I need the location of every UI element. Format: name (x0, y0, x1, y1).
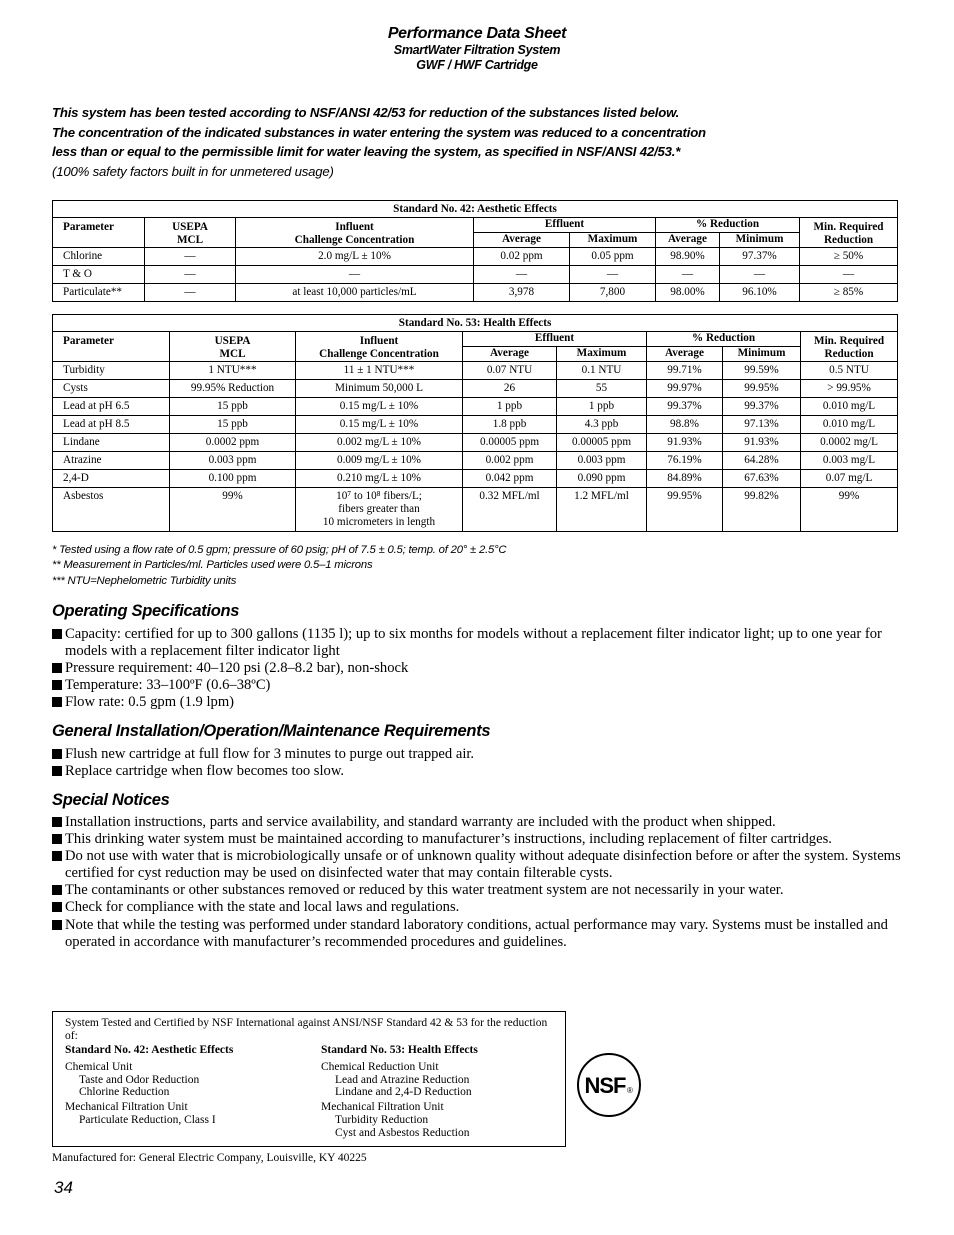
certification-heading: Standard No. 42: Aesthetic Effects (65, 1044, 234, 1056)
list-item-text: Installation instructions, parts and service availability, and standard warranty are included with the product when shipped. (65, 814, 776, 830)
list-item (52, 848, 902, 882)
cell-effluent-average: 1 ppb (463, 398, 557, 416)
cell-reduction-average: 91.93% (647, 434, 723, 452)
bullet-square-icon (52, 629, 62, 639)
list-item (52, 746, 902, 763)
cell-effluent-average: 0.002 ppm (463, 452, 557, 470)
cell-parameter: Lead at pH 6.5 (53, 398, 170, 416)
cell-min-required: — (800, 266, 898, 284)
col-header-min-line1: Min. Required (813, 221, 884, 233)
cell-min-required: 0.07 mg/L (801, 470, 898, 488)
col-header-min-line1: Min. Required (814, 335, 885, 347)
cell-parameter: Particulate** (53, 284, 145, 302)
col-header-reduction-minimum: Minimum (723, 347, 801, 362)
col-header-reduction-average: Average (656, 233, 720, 248)
col-header-usepa (170, 332, 296, 362)
col-header-reduction-minimum: Minimum (720, 233, 800, 248)
cell-effluent-maximum: 55 (557, 380, 647, 398)
cell-influent-line2: fibers greater than (338, 503, 420, 515)
col-header-influent (296, 332, 463, 362)
cell-influent (296, 488, 463, 532)
table-row (53, 470, 898, 488)
intro-line-1: This system has been tested according to NSF/ANSI 42/53 for reduction of the substances listed below. (52, 105, 680, 120)
cell-reduction-average: — (656, 266, 720, 284)
list-item-text: Temperature: 33–100ºF (0.6–38ºC) (65, 677, 271, 694)
cell-reduction-average: 99.95% (647, 488, 723, 532)
col-header-influent-line2: Challenge Concentration (319, 348, 439, 360)
col-header-parameter: Parameter (53, 332, 170, 362)
table-row (53, 434, 898, 452)
cell-reduction-minimum: — (720, 266, 800, 284)
cell-reduction-minimum: 99.59% (723, 362, 801, 380)
footnote-2: ** Measurement in Particles/ml. Particles used were 0.5–1 microns (52, 559, 373, 572)
list-item-text: Note that while the testing was performed under standard laboratory conditions, actual performance may vary. Systems must be installed and operated in accordance with manufacturer’s recommended procedures and guidelines. (65, 916, 888, 950)
col-header-influent-line1: Influent (335, 221, 374, 233)
col-header-effluent: Effluent (463, 332, 647, 347)
certification-standard-53 (321, 1044, 561, 1140)
cell-parameter: Cysts (53, 380, 170, 398)
col-header-min-required (801, 332, 898, 362)
table-row (53, 380, 898, 398)
page-number: 34 (54, 1178, 73, 1197)
list-item-text: Flow rate: 0.5 gpm (1.9 lpm) (65, 694, 235, 711)
cell-min-required: ≥ 85% (800, 284, 898, 302)
cell-effluent-maximum: 0.00005 ppm (557, 434, 647, 452)
operating-specifications-list (52, 626, 902, 711)
cell-min-required: > 99.95% (801, 380, 898, 398)
cell-reduction-average: 99.37% (647, 398, 723, 416)
page-title: Performance Data Sheet (387, 25, 567, 42)
col-header-usepa-line1: USEPA (172, 221, 208, 233)
list-item (52, 626, 902, 660)
list-item-text: Replace cartridge when flow becomes too slow. (65, 763, 345, 780)
cell-effluent-average: 0.042 ppm (463, 470, 557, 488)
col-header-effluent-maximum: Maximum (570, 233, 656, 248)
certification-standard-42 (65, 1044, 305, 1127)
page-subtitle-cartridge: GWF / HWF Cartridge (416, 58, 538, 72)
cell-reduction-average: 84.89% (647, 470, 723, 488)
list-item-text: This drinking water system must be maintained according to manufacturer’s instructions, including replacement of filter cartridges. (65, 831, 832, 848)
cell-reduction-average: 98.00% (656, 284, 720, 302)
bullet-square-icon (52, 920, 62, 930)
cell-effluent-average: 0.00005 ppm (463, 434, 557, 452)
cell-effluent-maximum: 4.3 ppb (557, 416, 647, 434)
cell-effluent-maximum: 1.2 MFL/ml (557, 488, 647, 532)
certification-item: Turbidity Reduction (335, 1113, 429, 1126)
col-header-effluent-average: Average (474, 233, 570, 248)
cell-parameter: Turbidity (53, 362, 170, 380)
bullet-square-icon (52, 902, 62, 912)
bullet-square-icon (52, 663, 62, 673)
cell-effluent-maximum: 1 ppb (557, 398, 647, 416)
cell-influent: — (236, 266, 474, 284)
cell-influent: at least 10,000 particles/mL (236, 284, 474, 302)
certification-item: Particulate Reduction, Class I (79, 1113, 216, 1126)
bullet-square-icon (52, 697, 62, 707)
cell-reduction-average: 99.97% (647, 380, 723, 398)
cell-usepa: 15 ppb (170, 398, 296, 416)
list-item (52, 917, 902, 951)
cell-influent: 0.210 mg/L ± 10% (296, 470, 463, 488)
cell-effluent-maximum: 0.1 NTU (557, 362, 647, 380)
cell-reduction-average: 76.19% (647, 452, 723, 470)
table-body (53, 248, 898, 302)
cell-usepa: 1 NTU*** (170, 362, 296, 380)
list-item-text: The contaminants or other substances removed or reduced by this water treatment system are not necessarily in your water. (65, 882, 784, 899)
intro-paragraph (52, 103, 912, 181)
table-row-asbestos (53, 488, 898, 532)
cell-influent: 0.15 mg/L ± 10% (296, 416, 463, 434)
cell-min-required: 99% (801, 488, 898, 532)
certification-item: Chlorine Reduction (79, 1086, 170, 1099)
cell-usepa: 0.0002 ppm (170, 434, 296, 452)
nsf-logo-text: NSF (584, 1073, 626, 1098)
cell-usepa: 0.003 ppm (170, 452, 296, 470)
list-item-text: Check for compliance with the state and local laws and regulations. (65, 899, 460, 916)
col-header-usepa-line1: USEPA (214, 335, 251, 347)
cell-effluent-maximum: 0.003 ppm (557, 452, 647, 470)
footnote-1: * Tested using a flow rate of 0.5 gpm; pressure of 60 psig; pH of 7.5 ± 0.5; temp. of 20° ± 2.5°C (52, 544, 507, 556)
cell-effluent-maximum: 0.090 ppm (557, 470, 647, 488)
cell-reduction-minimum: 99.37% (723, 398, 801, 416)
col-header-influent-line2: Challenge Concentration (294, 234, 415, 246)
list-item (52, 694, 902, 711)
table-row (53, 284, 898, 302)
intro-line-3: less than or equal to the permissible limit for water leaving the system, as specified in NSF/ANSI 42/53.* (52, 144, 681, 159)
cell-effluent-average: 0.07 NTU (463, 362, 557, 380)
bullet-square-icon (52, 885, 62, 895)
cell-reduction-average: 98.90% (656, 248, 720, 266)
cell-effluent-average: 3,978 (474, 284, 570, 302)
document-header (0, 24, 954, 73)
intro-line-2: The concentration of the indicated substances in water entering the system was reduced to a concentration (52, 124, 706, 140)
col-header-reduction: % Reduction (656, 218, 800, 233)
special-notices-list (52, 814, 902, 951)
col-header-min-required (800, 218, 898, 248)
table-row (53, 452, 898, 470)
cell-min-required: 0.010 mg/L (801, 416, 898, 434)
cell-reduction-average: 99.71% (647, 362, 723, 380)
cell-usepa: — (145, 284, 236, 302)
certification-item: Cyst and Asbestos Reduction (335, 1126, 470, 1139)
list-item-text: Flush new cartridge at full flow for 3 minutes to purge out trapped air. (65, 746, 475, 762)
certification-item: Lindane and 2,4-D Reduction (335, 1086, 472, 1099)
cell-reduction-minimum: 91.93% (723, 434, 801, 452)
cell-usepa: 99.95% Reduction (170, 380, 296, 398)
table-row (53, 362, 898, 380)
cell-effluent-maximum: 0.05 ppm (570, 248, 656, 266)
cell-effluent-average: 0.32 MFL/ml (463, 488, 557, 532)
bullet-square-icon (52, 749, 62, 759)
nsf-registered-mark: ® (627, 1086, 633, 1095)
cell-influent: 11 ± 1 NTU*** (296, 362, 463, 380)
cell-usepa: 99% (170, 488, 296, 532)
cell-influent: Minimum 50,000 L (296, 380, 463, 398)
col-header-usepa-line2: MCL (176, 234, 204, 246)
intro-line-4: (100% safety factors built in for unmetered usage) (52, 163, 334, 179)
bullet-square-icon (52, 680, 62, 690)
list-item (52, 882, 902, 899)
certification-item: Lead and Atrazine Reduction (335, 1073, 470, 1086)
cell-parameter: Chlorine (53, 248, 145, 266)
list-item (52, 677, 902, 694)
list-item-text: Pressure requirement: 40–120 psi (2.8–8.2 bar), non-shock (65, 660, 409, 677)
operating-specifications-heading: Operating Specifications (52, 602, 240, 620)
cell-influent: 0.15 mg/L ± 10% (296, 398, 463, 416)
certification-unit: Mechanical Filtration Unit (321, 1101, 444, 1114)
col-header-reduction-average: Average (647, 347, 723, 362)
cell-reduction-minimum: 96.10% (720, 284, 800, 302)
table-row (53, 398, 898, 416)
general-requirements-heading: General Installation/Operation/Maintenance Requirements (52, 722, 491, 740)
table-body (53, 362, 898, 488)
certification-item: Taste and Odor Reduction (79, 1073, 200, 1086)
cell-parameter: Asbestos (53, 488, 170, 532)
col-header-effluent-average: Average (463, 347, 557, 362)
bullet-square-icon (52, 834, 62, 844)
nsf-certification-box (52, 1011, 566, 1147)
page-subtitle-system: SmartWater Filtration System (393, 43, 561, 57)
cell-parameter: Lead at pH 8.5 (53, 416, 170, 434)
table-row (53, 248, 898, 266)
cell-min-required: ≥ 50% (800, 248, 898, 266)
general-requirements-list (52, 746, 902, 780)
cell-usepa: — (145, 266, 236, 284)
cell-effluent-average: — (474, 266, 570, 284)
footnote-3: *** NTU=Nephelometric Turbidity units (52, 574, 237, 587)
cell-reduction-average: 98.8% (647, 416, 723, 434)
list-item (52, 763, 902, 780)
aesthetic-effects-table (52, 200, 898, 302)
table-title: Standard No. 42: Aesthetic Effects (53, 201, 898, 218)
certification-unit: Chemical Reduction Unit (321, 1060, 439, 1073)
cell-effluent-average: 26 (463, 380, 557, 398)
cell-influent-line1: 10⁷ to 10⁸ fibers/L; (336, 490, 422, 502)
certification-heading: Standard No. 53: Health Effects (321, 1044, 478, 1056)
bullet-square-icon (52, 766, 62, 776)
col-header-parameter: Parameter (53, 218, 145, 248)
col-header-min-line2: Reduction (823, 234, 874, 246)
list-item (52, 831, 902, 848)
bullet-square-icon (52, 851, 62, 861)
cell-min-required: 0.0002 mg/L (801, 434, 898, 452)
col-header-influent-line1: Influent (359, 335, 399, 347)
col-header-effluent-maximum: Maximum (557, 347, 647, 362)
cell-reduction-minimum: 99.82% (723, 488, 801, 532)
cell-influent-line3: 10 micrometers in length (322, 516, 436, 528)
health-effects-table (52, 314, 898, 532)
cell-reduction-minimum: 64.28% (723, 452, 801, 470)
cell-effluent-maximum: — (570, 266, 656, 284)
cell-influent: 0.002 mg/L ± 10% (296, 434, 463, 452)
certification-unit: Mechanical Filtration Unit (65, 1101, 188, 1114)
bullet-square-icon (52, 817, 62, 827)
certification-intro: System Tested and Certified by NSF International against ANSI/NSF Standard 42 & 53 for the reduction of: (65, 1017, 548, 1042)
table-row (53, 266, 898, 284)
col-header-min-line2: Reduction (824, 348, 874, 360)
cell-min-required: 0.010 mg/L (801, 398, 898, 416)
cell-effluent-average: 1.8 ppb (463, 416, 557, 434)
cell-reduction-minimum: 99.95% (723, 380, 801, 398)
cell-usepa: — (145, 248, 236, 266)
cell-reduction-minimum: 67.63% (723, 470, 801, 488)
list-item-text: Do not use with water that is microbiologically unsafe or of unknown quality without adequate disinfection before or after the system. Systems certified for cyst reduction may be used on disinfected water that may contain filterable cysts. (65, 848, 901, 882)
table-row (53, 416, 898, 434)
list-item (52, 660, 902, 677)
list-item-text: Capacity: certified for up to 300 gallons (1135 l); up to six months for models without a replacement filter indicator light; up to one year for models with a replacement filter indicator light (65, 626, 882, 660)
cell-influent: 2.0 mg/L ± 10% (236, 248, 474, 266)
list-item (52, 814, 902, 831)
cell-parameter: 2,4-D (53, 470, 170, 488)
cell-parameter: Atrazine (53, 452, 170, 470)
cell-min-required: 0.5 NTU (801, 362, 898, 380)
cell-parameter: T & O (53, 266, 145, 284)
cell-min-required: 0.003 mg/L (801, 452, 898, 470)
special-notices-heading: Special Notices (52, 791, 170, 809)
col-header-usepa (145, 218, 236, 248)
manufacturer-note: Manufactured for: General Electric Company, Louisville, KY 40225 (52, 1152, 367, 1164)
footnotes (52, 543, 506, 589)
cell-influent: 0.009 mg/L ± 10% (296, 452, 463, 470)
cell-reduction-minimum: 97.37% (720, 248, 800, 266)
cell-usepa: 15 ppb (170, 416, 296, 434)
nsf-logo-icon (576, 1052, 642, 1118)
list-item (52, 899, 902, 916)
cell-reduction-minimum: 97.13% (723, 416, 801, 434)
cell-usepa: 0.100 ppm (170, 470, 296, 488)
col-header-effluent: Effluent (474, 218, 656, 233)
table-title: Standard No. 53: Health Effects (53, 315, 898, 332)
cell-effluent-average: 0.02 ppm (474, 248, 570, 266)
cell-effluent-maximum: 7,800 (570, 284, 656, 302)
certification-unit: Chemical Unit (65, 1060, 133, 1073)
cell-parameter: Lindane (53, 434, 170, 452)
col-header-influent (236, 218, 474, 248)
col-header-reduction: % Reduction (647, 332, 801, 347)
col-header-usepa-line2: MCL (219, 348, 246, 360)
